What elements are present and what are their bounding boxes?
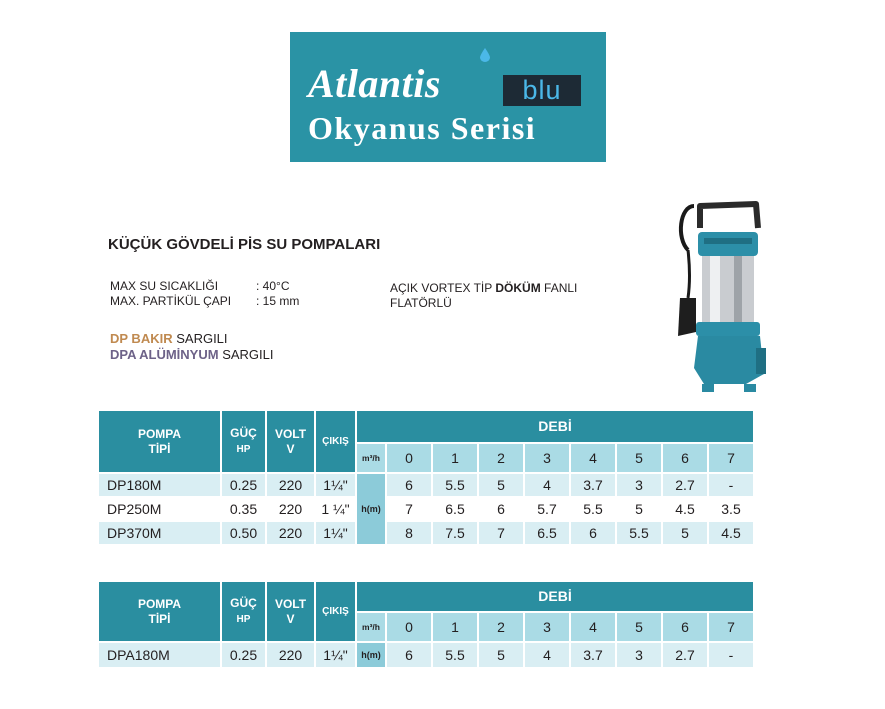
flow-value: 1 [432,612,478,642]
note-text: AÇIK VORTEX TİP [390,281,496,295]
hp-cell: 0.25 [221,642,266,668]
flow-value: 4 [570,612,616,642]
table-row [98,473,754,497]
table-row [98,521,754,545]
head-value: 7.5 [432,521,478,545]
head-value: 4 [524,642,570,668]
material-desc: SARGILI [218,347,274,362]
material-code: DPA ALÜMİNYUM [110,347,219,362]
head-value: 3 [616,473,662,497]
flow-value: 2 [478,612,524,642]
flow-value: 6 [662,443,708,473]
material-code: DP BAKIR [110,331,173,346]
flow-value: 3 [524,612,570,642]
material-aluminium [110,347,274,362]
header-text: V [286,611,295,626]
flow-value: 0 [386,612,432,642]
model-cell: DPA180M [98,642,221,668]
outlet-cell: 1¼" [315,642,356,668]
material-copper [110,331,228,346]
header-power [221,410,266,473]
head-value: 3.5 [708,497,754,521]
flow-value: 6 [662,612,708,642]
spec-value-temp: : 40°C [256,279,290,293]
page-title: KÜÇÜK GÖVDELİ PİS SU POMPALARI [108,236,381,253]
header-pump-type [98,581,221,642]
impeller-note [390,281,577,295]
header-text: HP [236,614,251,625]
header-power [221,581,266,642]
header-outlet: ÇIKIŞ [315,410,356,473]
header-volt [266,581,315,642]
header-pump-type [98,410,221,473]
header-text: POMPA [137,426,182,441]
volt-cell: 220 [266,497,315,521]
head-value: 7 [478,521,524,545]
pump-image [660,198,770,398]
header-text: GÜÇ [230,596,257,610]
head-value: 2.7 [662,473,708,497]
head-value: 5.7 [524,497,570,521]
note-text-end: FANLI [540,281,578,295]
head-value: 6.5 [432,497,478,521]
material-desc: SARGILI [172,331,228,346]
head-value: 6 [386,642,432,668]
head-value: 6.5 [524,521,570,545]
head-value: 4.5 [662,497,708,521]
header-volt [266,410,315,473]
head-value: 3 [616,642,662,668]
head-value: 4.5 [708,521,754,545]
flow-value: 4 [570,443,616,473]
outlet-cell: 1¼" [315,521,356,545]
header-text: VOLT [274,426,307,441]
header-text: TİPİ [148,611,171,626]
flow-value: 7 [708,612,754,642]
flow-value: 5 [616,443,662,473]
model-cell: DP180M [98,473,221,497]
outlet-cell: 1 ¼" [315,497,356,521]
flow-value: 2 [478,443,524,473]
brand-name: Atlantis [308,61,441,106]
volt-cell: 220 [266,473,315,497]
dpa-pump-table [97,580,755,669]
head-unit: h(m) [356,642,386,668]
head-value: 6 [478,497,524,521]
head-value: 3.7 [570,473,616,497]
head-value: 6 [570,521,616,545]
head-value: 5 [662,521,708,545]
dp-pump-table [97,409,755,546]
header-text: V [286,441,295,456]
float-note: FLATÖRLÜ [390,296,452,310]
brand-logo-banner [290,32,606,162]
flow-value: 5 [616,612,662,642]
volt-cell: 220 [266,521,315,545]
head-value: 5 [478,473,524,497]
head-value: 5.5 [432,642,478,668]
model-cell: DP250M [98,497,221,521]
head-value: 4 [524,473,570,497]
head-value: 5 [478,642,524,668]
header-text: GÜÇ [230,426,257,440]
flow-unit: m³/h [356,612,386,642]
header-flow: DEBİ [356,410,754,443]
table-row [98,642,754,668]
hp-cell: 0.35 [221,497,266,521]
model-cell: DP370M [98,521,221,545]
flow-value: 3 [524,443,570,473]
outlet-cell: 1¼" [315,473,356,497]
flow-value: 1 [432,443,478,473]
head-value: 7 [386,497,432,521]
header-text: VOLT [274,596,307,611]
spec-label-temp: MAX SU SICAKLIĞI [110,279,219,293]
head-value: - [708,473,754,497]
header-text: POMPA [137,596,182,611]
brand-series: Okyanus Serisi [308,110,537,146]
flow-value: 0 [386,443,432,473]
water-drop-icon [480,48,490,62]
head-unit: h(m) [356,473,386,545]
note-bold: DÖKÜM [495,281,541,295]
head-value: 5.5 [432,473,478,497]
volt-cell: 220 [266,642,315,668]
head-value: 5.5 [570,497,616,521]
table-row [98,497,754,521]
header-flow: DEBİ [356,581,754,612]
header-text: HP [236,444,251,455]
head-value: 5 [616,497,662,521]
header-outlet: ÇIKIŞ [315,581,356,642]
head-value: - [708,642,754,668]
hp-cell: 0.25 [221,473,266,497]
spec-value-particle: : 15 mm [256,294,300,308]
flow-value: 7 [708,443,754,473]
header-text: TİPİ [148,441,171,456]
head-value: 2.7 [662,642,708,668]
flow-unit: m³/h [356,443,386,473]
head-value: 5.5 [616,521,662,545]
spec-label-particle: MAX. PARTİKÜL ÇAPI [110,294,232,308]
head-value: 3.7 [570,642,616,668]
brand-badge: blu [503,75,581,106]
head-value: 8 [386,521,432,545]
hp-cell: 0.50 [221,521,266,545]
head-value: 6 [386,473,432,497]
